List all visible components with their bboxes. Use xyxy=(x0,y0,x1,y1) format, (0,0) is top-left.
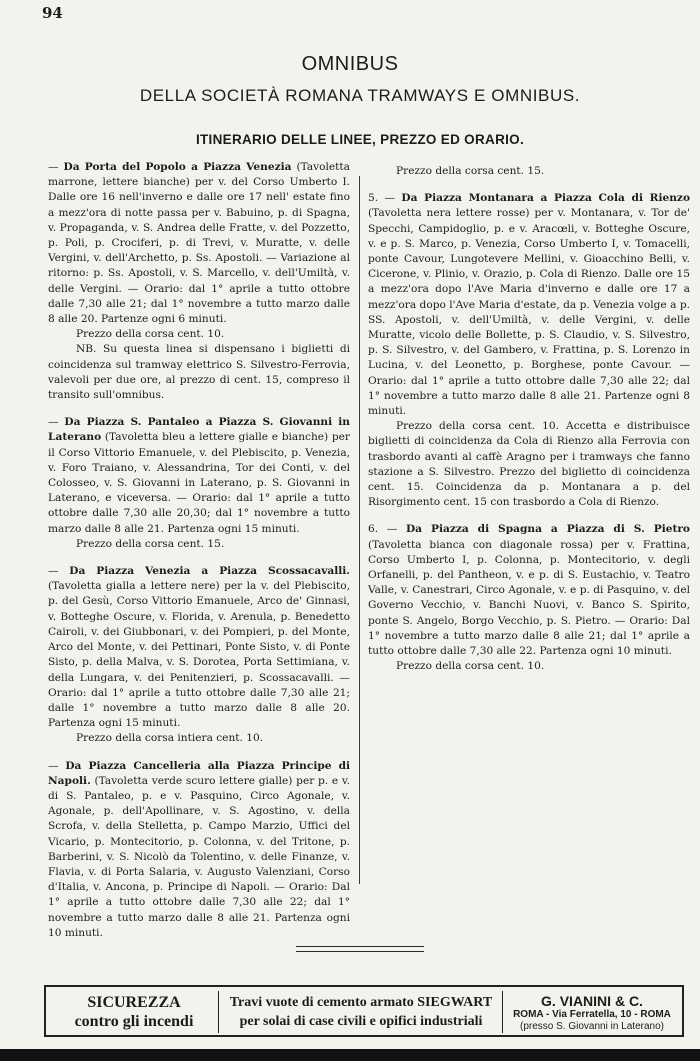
route-title: Da Piazza di Spagna a Piazza di S. Pietro xyxy=(405,523,690,536)
route-lead: 5. — xyxy=(368,192,402,205)
route-entry-4 xyxy=(48,759,350,941)
column-divider xyxy=(359,176,360,884)
route-lead: — xyxy=(48,161,64,173)
route-entry-3 xyxy=(48,564,350,746)
route-description: (Tavoletta nera lettere rosse) per v. Montanara, v. Tor de' Specchi, Campidoglio, p. e v. Aracœli, v. Botteghe Oscure, v. e p. S. Marco, p. Venezia, Corso Umberto I, v. Tomacelli, ponte Cavour, Lungotevere Mellini, v. Gioacchino Belli, v. Cicerone, v. Plinio, v. Orazio, p. Cola di Rienzo. Dalle ore 15 a mezz'ora dopo l'Ave Maria d'inverno e dalle ore 17 a mezz'ora dopo l'Ave Maria d'estate, da p. Venezia volge a p. SS. Apostoli, v. dell'Umiltà, v. delle Vergini, v. delle Muratte, vicolo delle Bollette, p. S. Claudio, v. S. Silvestro, p. S. Silvestro, v. del Gambero, v. Frattina, p. S. Lorenzo in Lucina, v. del Leonetto, p. Borghese, ponte Cavour. — Orario: dal 1° aprile a tutto ottobre dalle 7,30 alle 22; dal 1° novembre a tutto marzo dalle 8 alle 21. Partenze ogni 8 minuti. xyxy=(368,207,690,418)
ad-middle-line2: per solai di case civili e opifici industriali xyxy=(239,1014,483,1029)
route-description: (Tavoletta bleu a lettere gialle e bianche) per il Corso Vittorio Emanuele, v. del Plebiscito, p. Venezia, v. Foro Traiano, v. Alessandrina, Tor dei Conti, v. del Colosseo, v. S. Giovanni in Laterano, p. S. Giovanni in Laterano, e viceversa. — Orario: dal 1° aprile a tutto ottobre dalle 7,30 alle 20,30; dal 1° novembre a tutto marzo dalle 8 alle 21. Partenza ogni 15 minuti. xyxy=(48,431,350,535)
ad-left-line2: contro gli incendi xyxy=(74,1013,194,1030)
page-title: OMNIBUS xyxy=(301,53,399,75)
ad-right-line3: (presso S. Giovanni in Laterano) xyxy=(520,1021,664,1032)
ad-left-line1: SICUREZZA xyxy=(87,994,181,1011)
route-entry-6 xyxy=(368,522,690,674)
ad-right-line2: ROMA - Via Ferratella, 10 - ROMA xyxy=(513,1009,671,1020)
advertisement-banner xyxy=(44,985,684,1037)
section-heading: ITINERARIO DELLE LINEE, PREZZO ED ORARIO. xyxy=(195,132,525,147)
route-title: Da Piazza Cancelleria alla Piazza Principe di Napoli. xyxy=(48,759,351,787)
route-description: (Tavoletta bianca con diagonale rossa) per v. Frattina, Corso Umberto I, p. Colonna, p. Montecitorio, v. degli Orfanelli, p. del Pantheon, v. e p. di S. Eustachio, v. Teatro Valle, v. Canestrari, Circo Agonale, v. e p. di Pasquino, v. del Governo Vecchio, v. Banchi Nuovi, v. Banco S. Spirito, ponte S. Angelo, Borgo Vecchio, p. S. Pietro. — Orario: Dal 1° novembre a tutto marzo dalle 8 alle 21; dal 1° aprile a tutto ottobre dalle 7,30 alle 22. Partenza ogni 10 minuti. xyxy=(368,538,690,658)
end-rule xyxy=(296,946,424,947)
ad-left-cell xyxy=(50,993,218,1031)
ad-divider xyxy=(502,991,503,1033)
route-lead: 6. — xyxy=(368,523,406,536)
right-column xyxy=(368,164,690,687)
route-price-note: Prezzo della corsa cent. 10. Accetta e distribuisce biglietti di coincidenza da Cola di Rienzo alla Ferrovia con trasbordo avanti al caffè Aragno per i tramways che fanno stazione a S. Silvestro. Prezzo del biglietto di coincidenza cent. 15. Coincidenza da p. Montanara a p. del Risorgimento cent. 15 con trasbordo a Cola di Rienzo. xyxy=(368,420,690,509)
route-lead: — xyxy=(48,565,70,578)
ad-divider xyxy=(218,991,219,1033)
ad-middle-cell xyxy=(222,993,500,1031)
route-title: Da Piazza S. Pantaleo a Piazza S. Giovanni in Laterano xyxy=(48,416,350,444)
scan-edge xyxy=(0,1049,700,1061)
route-description-part: (Tavoletta verde scuro lettere gialle) per p. e v. di S. Pantaleo, p. e v. Pasquino, Circo Agonale, v. Agonale, p. dell'Apollinare, v. S. Agostino, v. della Scrofa, v. della Stelletta, p. Campo Marzio, Uffici del Vicario, p. Montecitorio, p. Colonna, v. del Tritone, p. Barberini, v. S. Nicolò da Tolentino, v. delle Finanze, v. Flavia, v. di Porta Salaria, v. Augusto Valenziani, Corso d'Italia, v. Ancona, p. Principe di Napoli. — Orario: Dal 1° aprile a tutto ottobre dalle 7,30 alle 22; dal 1° novembre a tutto marzo dalle 8 alle 21. Partenza ogni 10 minuti. xyxy=(48,774,350,939)
route-title: Da Porta del Popolo a Piazza Venezia xyxy=(63,161,292,173)
route-description: (Tavoletta marrone, lettere bianche) per v. del Corso Umberto I. Dalle ore 16 nell'inverno e dalle ore 17 nell' estate fino a mezz'ora di notte passa per v. Babuino, p. di Spagna, v. Propaganda, v. S. Andrea delle Fratte, v. del Pozzetto, p. Poli, p. Crociferi, p. di Trevi, v. Muratte, v. delle Vergini, v. dell'Archetto, p. Ss. Apostoli. — Variazione al ritorno: p. Ss. Apostoli, v. S. Marcello, v. dell'Umiltà, v. delle Vergini. — Orario: dal 1° aprile a tutto ottobre dalle 7,30 alle 21; dal 1° novembre a tutto marzo dalle 8 alle 20. Partenze ogni 6 minuti. xyxy=(48,161,350,326)
route-entry-2 xyxy=(48,415,350,552)
route-nb-note: NB. Su questa linea si dispensano i biglietti di coincidenza sul tramway elettrico S. Silvestro-Ferrovia, valevoli per due ore, al prezzo di cent. 15, compreso il transito sull'omnibus. xyxy=(48,343,350,402)
page-subtitle: DELLA SOCIETÀ ROMANA TRAMWAYS E OMNIBUS. xyxy=(139,86,581,105)
ad-right-line1: G. VIANINI & C. xyxy=(541,993,643,1009)
ad-middle-line1: Travi vuote di cemento armato SIEGWART xyxy=(229,995,493,1010)
route-entry-1 xyxy=(48,160,350,403)
route-price: Prezzo della corsa intiera cent. 10. xyxy=(76,732,264,745)
page-number: 94 xyxy=(42,4,63,22)
route-price: Prezzo della corsa cent. 10. xyxy=(76,328,225,341)
ad-right-cell xyxy=(504,993,680,1031)
route-entry-4-continued xyxy=(368,164,690,179)
route-title: Da Piazza Venezia a Piazza Scossacavalli. xyxy=(69,565,350,578)
route-lead: — xyxy=(48,759,66,772)
left-column xyxy=(48,160,350,953)
route-description: (Tavoletta gialla a lettere nere) per la v. del Plebiscito, p. del Gesù, Corso Vittorio Emanuele, Arco de' Ginnasi, v. Botteghe Oscure, v. Florida, v. Arenula, p. Benedetto Cairoli, v. dei Giubbonari, v. dei Pompieri, p. del Monte, Arco del Monte, v. dei Pettinari, Ponte Sisto, v. di Ponte Sisto, p. della Malva, v. S. Dorotea, Porta Settimiana, v. della Lungara, v. dei Penitenzieri, p. Scossacavalli. — Orario: dal 1° aprile a tutto ottobre dalle 7,30 alle 21; dalle 1° novembre a tutto marzo dalle 8 alle 20. Partenza ogni 15 minuti. xyxy=(48,580,350,730)
route-price: Prezzo della corsa cent. 15. xyxy=(76,537,225,550)
route-title: Da Piazza Montanara a Piazza Cola di Rienzo xyxy=(401,192,691,205)
route-entry-5 xyxy=(368,191,690,510)
route-lead: — xyxy=(48,416,65,429)
end-rule xyxy=(296,951,424,952)
route-price: Prezzo della corsa cent. 10. xyxy=(396,660,545,673)
route-price: Prezzo della corsa cent. 15. xyxy=(396,165,545,177)
